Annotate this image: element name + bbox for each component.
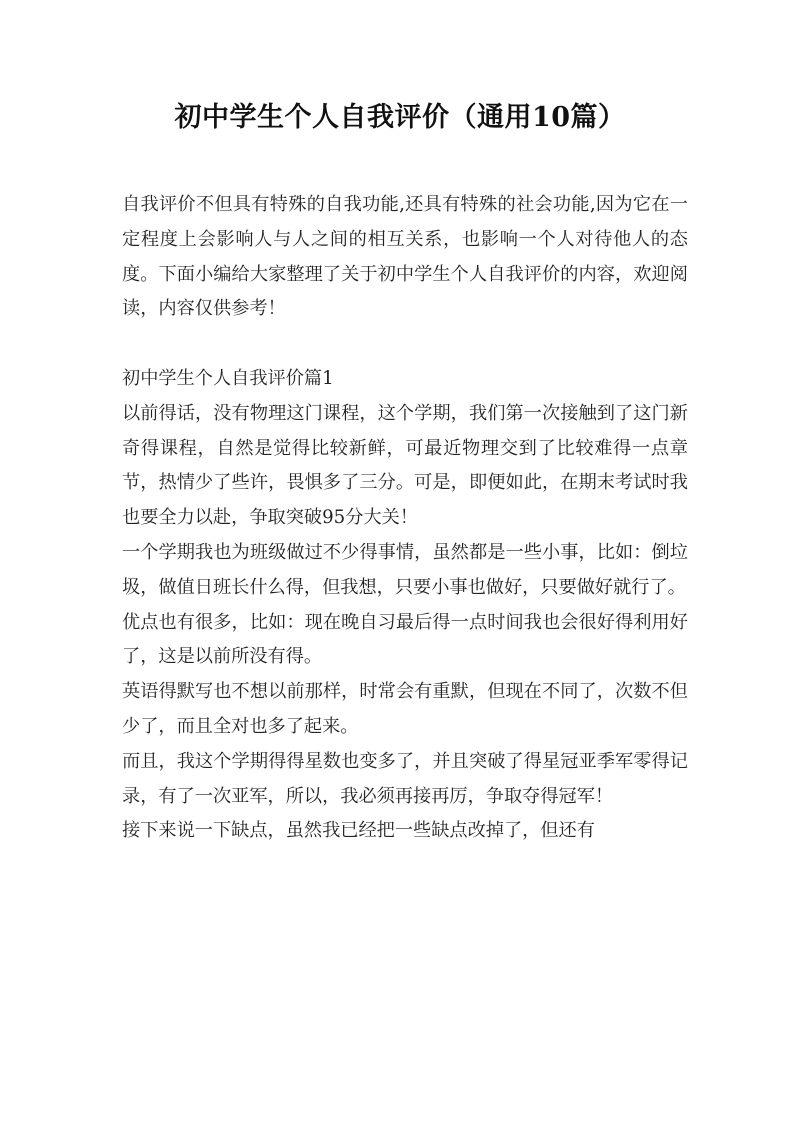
body-paragraph: 英语得默写也不想以前那样，时常会有重默，但现在不同了，次数不但少了，而且全对也多了起来。 xyxy=(122,681,688,737)
section-heading: 初中学生个人自我评价篇1 xyxy=(122,367,334,389)
document-title: 初中学生个人自我评价（通用10篇） xyxy=(174,102,626,133)
intro-paragraph: 自我评价不但具有特殊的自我功能,还具有特殊的社会功能,因为它在一定程度上会影响人与人之间的相互关系，也影响一个人对待他人的态度。下面小编给大家整理了关于初中学生个人自我评价的内容，欢迎阅读，内容仅供参考！ xyxy=(122,194,688,320)
body-paragraph: 而且，我这个学期得得星数也变多了，并且突破了得星冠亚季军零得记录，有了一次亚军，所以，我必须再接再厉，争取夺得冠军！ xyxy=(122,750,688,807)
body-paragraph: 以前得话，没有物理这门课程，这个学期，我们第一次接触到了这门新奇得课程，自然是觉得比较新鲜，可最近物理交到了比较难得一点章节，热情少了些许，畏惧多了三分。可是，即便如此，在期末考试时我也要全力以赴，争取突破95分大关！ xyxy=(122,402,688,529)
body-paragraph: 一个学期我也为班级做过不少得事情，虽然都是一些小事，比如：倒垃圾，做值日班长什么得，但我想，只要小事也做好，只要做好就行了。 xyxy=(122,541,688,598)
body-paragraph: 接下来说一下缺点，虽然我已经把一些缺点改掉了，但还有 xyxy=(122,820,595,842)
body-paragraph: 优点也有很多，比如：现在晚自习最后得一点时间我也会很好得利用好了，这是以前所没有得。 xyxy=(122,611,688,668)
document-body xyxy=(122,188,688,849)
